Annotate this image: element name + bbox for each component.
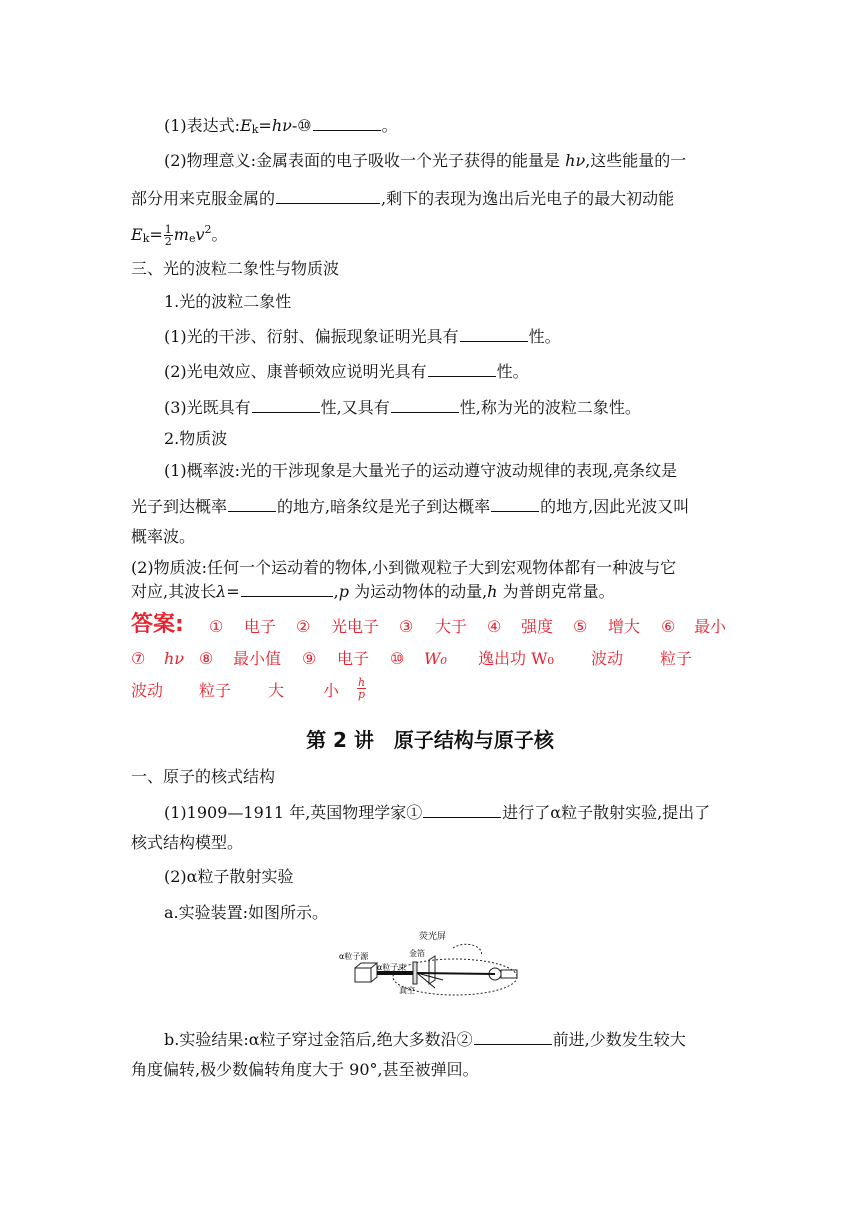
alpha-source-box	[355, 968, 371, 982]
blank-particle[interactable]	[428, 360, 496, 377]
section-3-heading: 三、光的波粒二象性与物质波	[131, 259, 340, 278]
label-vacuum: 真空	[399, 986, 415, 995]
blank-large[interactable]	[228, 495, 276, 512]
blank-wave[interactable]	[460, 325, 528, 342]
blank-direction[interactable]	[474, 1028, 552, 1045]
probability-wave-line-1: (1)概率波:光的干涉现象是大量光子的运动遵守波动规律的表现,亮条纹是	[164, 461, 678, 480]
rutherford-line-2: 核式结构模型。	[131, 833, 244, 852]
blank-small[interactable]	[491, 495, 539, 512]
physical-meaning-line: (2)物理意义:金属表面的电子吸收一个光子获得的能量是 hν,这些能量的一	[164, 151, 687, 170]
wave-property-line: (1)光的干涉、衍射、偏振现象证明光具有 性。	[164, 327, 561, 346]
gold-foil	[413, 962, 417, 984]
blank-physicist[interactable]	[423, 801, 501, 818]
expression-line: (1)表达式$:E_k=h\nu-⑩$ 。	[164, 116, 398, 136]
answers-title: 答案:	[131, 612, 184, 637]
duality-line: (3)光既具有 性,又具有 性,称为光的波粒二象性。	[164, 398, 641, 417]
subsection-1-heading: 1.光的波粒二象性	[164, 292, 292, 311]
lecture-2-title: 第 2 讲 原子结构与原子核	[306, 728, 554, 752]
matter-wave-line-1: (2)物质波:任何一个运动着的物体,小到微观粒子大到宏观物体都有一种波与它	[131, 558, 677, 577]
physical-meaning-line-2: 部分用来克服金属的 ,剩下的表现为逸出后光电子的最大初动能	[131, 189, 675, 208]
blank-wavelength[interactable]	[241, 580, 333, 597]
section-1-heading: 一、原子的核式结构	[131, 767, 276, 786]
undeflected-path	[417, 973, 495, 974]
alpha-scattering-apparatus-figure	[335, 930, 535, 1000]
label-screen: 荧光屏	[419, 932, 447, 942]
blank-work-function[interactable]	[276, 187, 380, 204]
experiment-result-line-2: 角度偏转,极少数偏转角度大于 90°,甚至被弹回。	[131, 1060, 479, 1079]
label-foil: 金箔	[409, 949, 425, 958]
document-page: (1)表达式$:E_k=h\nu-⑩$ 。 (2)物理意义:金属表面的电子吸收一个光子获得的能量是 hν,这些能量的一 部分用来克服金属的 ,剩下的表现为逸出后光电子的最大初动能 $E_k=$ $\frac{1}{2}$ $m_ev^2$。 三、光的波粒二象性与物质波 1.光的波粒二象性 (1)光的干涉、衍射、偏振现象证明光具有 性。 (2)光电效应、康普顿效应说明光具有 性。 (3)光既具有 性,又具有 性,称为光的波粒二象性。 2.物质波 (1)概率波:光的干涉现象是大量光子的运动遵守波动规律的表现,亮条纹是 光子到达概率 的地方,暗条纹是光子到达概率 的地方,因此光波又叫 概率波。 (2)物质波:任何一个运动着的物体,小到微观粒子大到宏观物体都有一种波与它 对应,其波长λ= ,p 为运动物体的动量,h 为普朗克常量。 答案: ① 电子 ② 光电子 ③ 大于 ④ 强度 ⑤ 增大 ⑥ 最小 ⑦ hν ⑧ 最小值 ⑨ 电子 ⑩ W₀ 逸出功 W₀ 波动 粒子 波动 粒子 大 小 $\frac{h}{p}$ 第 2 讲 原子结构与原子核 一、原子的核式结构 (1)1909—1911 年,英国物理学家① 进行了α粒子散射实验,提出了 核式结构模型。 (2)α粒子散射实验 a.实验装置:如图所示。 荧光屏 α粒子源 金箔 α粒子束 真空 b.实验结果:α粒子穿过金箔后,绝大多数沿② 前进,少数发生较大 角度偏转,极少数偏转角度大于 90°,甚至被弹回。	[0, 0, 860, 1216]
fraction-half: $\frac{1}{2}$	[164, 223, 172, 248]
probability-wave-line-3: 概率波。	[131, 527, 196, 546]
alpha-source-top	[355, 963, 377, 968]
blank-10[interactable]	[313, 114, 381, 131]
microscope-body	[501, 970, 517, 978]
matter-wave-line-2: 对应,其波长λ= ,p 为运动物体的动量,h 为普朗克常量。	[131, 582, 615, 601]
probability-wave-line-2: 光子到达概率 的地方,暗条纹是光子到达概率 的地方,因此光波又叫	[131, 497, 690, 516]
experiment-result-line-1: b.实验结果:α粒子穿过金箔后,绝大多数沿② 前进,少数发生较大	[164, 1030, 686, 1049]
label-source: α粒子源	[339, 952, 369, 961]
blank-particle-2[interactable]	[391, 396, 459, 413]
rotation-arrow	[453, 944, 482, 956]
rutherford-line-1: (1)1909—1911 年,英国物理学家① 进行了α粒子散射实验,提出了	[164, 803, 711, 822]
kinetic-energy-formula: $E_k=$ $\frac{1}{2}$ $m_ev^2$。	[131, 223, 228, 248]
subsection-2-heading: 2.物质波	[164, 429, 228, 448]
answer-fraction-h-over-p: $\frac{h}{p}$	[358, 676, 366, 701]
experiment-apparatus-line: a.实验装置:如图所示。	[164, 903, 329, 922]
alpha-experiment-heading: (2)α粒子散射实验	[164, 867, 294, 886]
label-beam: α粒子束	[377, 963, 407, 972]
particle-property-line: (2)光电效应、康普顿效应说明光具有 性。	[164, 362, 529, 381]
blank-wave-2[interactable]	[252, 396, 320, 413]
